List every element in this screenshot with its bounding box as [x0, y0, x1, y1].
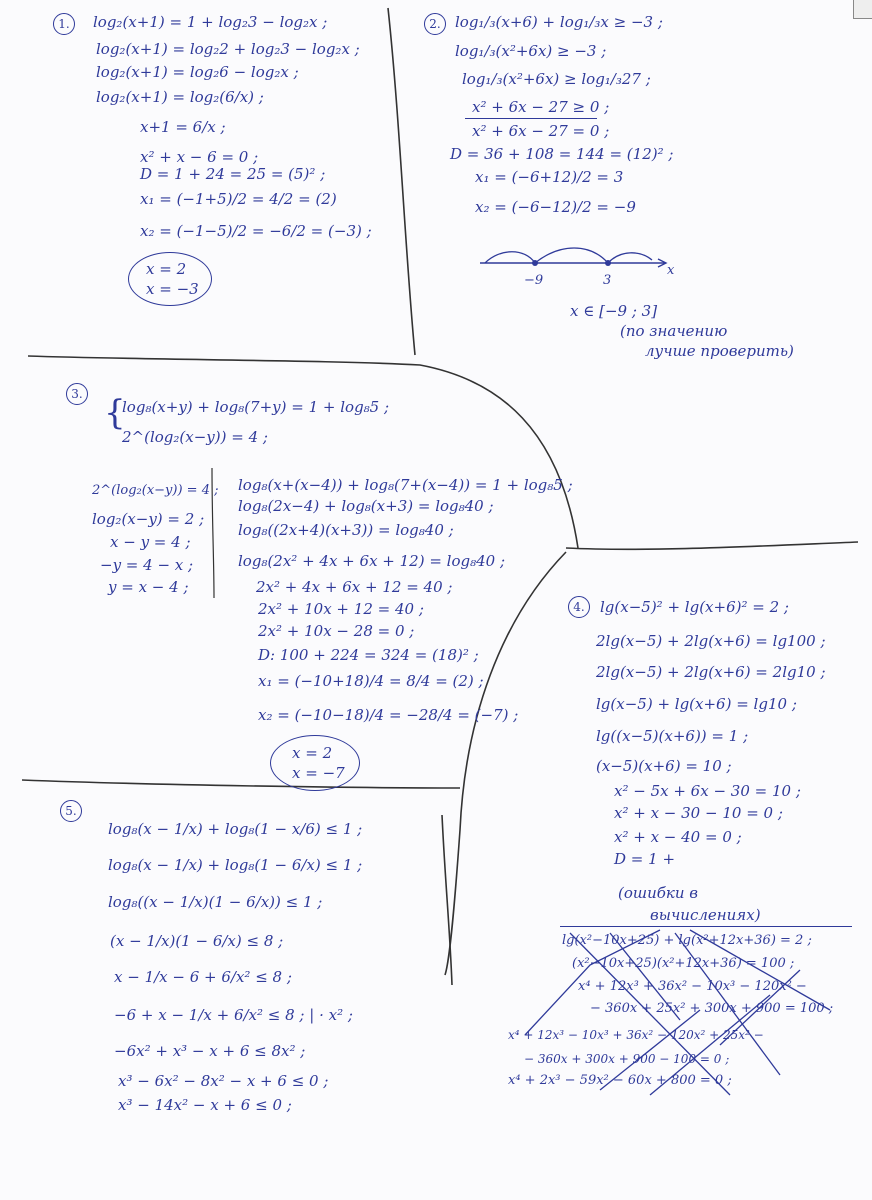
- p1-line-5: x+1 = 6/x ;: [140, 118, 226, 136]
- p2-line-3: log₁/₃(x²+6x) ≥ log₁/₃27 ;: [462, 70, 651, 88]
- p4-crossed-5: x⁴ + 12x³ − 10x³ + 36x² − 120x² + 25x² −: [508, 1028, 764, 1042]
- p3-system-2: 2^(log₂(x−y)) = 4 ;: [122, 428, 268, 446]
- axis-var: x: [667, 263, 675, 278]
- p3-right-2: log₈(2x−4) + log₈(x+3) = log₈40 ;: [238, 497, 494, 515]
- problem-5-number: 5.: [60, 800, 82, 822]
- p3-left-2: log₂(x−y) = 2 ;: [92, 510, 205, 528]
- p4-line-3: 2lg(x−5) + 2lg(x+6) = 2lg10 ;: [596, 663, 826, 681]
- p2-line-6: D = 36 + 108 = 144 = (12)² ;: [450, 145, 674, 163]
- p5-line-9: x³ − 14x² − x + 6 ≤ 0 ;: [118, 1096, 292, 1114]
- p2-divider: [465, 118, 597, 119]
- p3-right-9: x₁ = (−10+18)/4 = 8/4 = (2) ;: [258, 672, 484, 690]
- p3-left-3: x − y = 4 ;: [110, 533, 191, 551]
- p5-line-2: log₈(x − 1/x) + log₈(1 − 6/x) ≤ 1 ;: [108, 856, 363, 874]
- p3-left-5: y = x − 4 ;: [108, 578, 189, 596]
- p3-right-7: 2x² + 10x − 28 = 0 ;: [258, 622, 415, 640]
- p1-answer-1: x = 2: [146, 260, 187, 278]
- p1-line-6: x² + x − 6 = 0 ;: [140, 148, 259, 166]
- p2-line-2: log₁/₃(x²+6x) ≥ −3 ;: [455, 42, 607, 60]
- p4-crossed-2: (x²−10x+25)(x²+12x+36) = 100 ;: [572, 956, 795, 971]
- p4-line-1: lg(x−5)² + lg(x+6)² = 2 ;: [600, 598, 789, 616]
- p2-line-5: x² + 6x − 27 = 0 ;: [472, 122, 610, 140]
- axis-label-left: −9: [524, 273, 544, 288]
- p3-right-4: log₈(2x² + 4x + 6x + 12) = log₈40 ;: [238, 552, 506, 570]
- p5-line-3: log₈((x − 1/x)(1 − 6/x)) ≤ 1 ;: [108, 893, 323, 911]
- p1-line-3: log₂(x+1) = log₂6 − log₂x ;: [96, 63, 299, 81]
- p4-crossed-4: − 360x + 25x² + 300x + 900 = 100 ;: [590, 1001, 834, 1016]
- p1-line-9: x₂ = (−1−5)/2 = −6/2 = (−3) ;: [140, 222, 372, 240]
- p2-note-2: лучше проверить): [645, 342, 794, 360]
- p4-line-6: (x−5)(x+6) = 10 ;: [596, 757, 732, 775]
- p2-result: x ∈ [−9 ; 3]: [570, 302, 658, 320]
- p4-line-2: 2lg(x−5) + 2lg(x+6) = lg100 ;: [596, 632, 826, 650]
- system-brace: {: [104, 393, 126, 433]
- p4-line-7: x² − 5x + 6x − 30 = 10 ;: [614, 782, 801, 800]
- p1-line-7: D = 1 + 24 = 25 = (5)² ;: [140, 165, 326, 183]
- problem-1-number: 1.: [53, 13, 75, 35]
- problem-2-number: 2.: [424, 13, 446, 35]
- p4-line-5: lg((x−5)(x+6)) = 1 ;: [596, 727, 749, 745]
- p1-line-2: log₂(x+1) = log₂2 + log₂3 − log₂x ;: [96, 40, 360, 58]
- p4-line-4: lg(x−5) + lg(x+6) = lg10 ;: [596, 695, 797, 713]
- p3-right-1: log₈(x+(x−4)) + log₈(7+(x−4)) = 1 + log₈5 ;: [238, 476, 573, 494]
- p5-line-7: −6x² + x³ − x + 6 ≤ 8x² ;: [114, 1042, 306, 1060]
- p3-answer-2: x = −7: [292, 764, 345, 782]
- p4-crossed-6: − 360x + 300x + 900 − 100 = 0 ;: [524, 1052, 730, 1066]
- p3-right-3: log₈((2x+4)(x+3)) = log₈40 ;: [238, 521, 454, 539]
- p4-line-8: x² + x − 30 − 10 = 0 ;: [614, 804, 783, 822]
- p3-answer-1: x = 2: [292, 744, 333, 762]
- p1-answer-2: x = −3: [146, 280, 199, 298]
- p2-line-8: x₂ = (−6−12)/2 = −9: [475, 198, 636, 216]
- p5-line-8: x³ − 6x² − 8x² − x + 6 ≤ 0 ;: [118, 1072, 329, 1090]
- strike-through-marks: [500, 925, 860, 1100]
- p3-left-1: 2^(log₂(x−y)) = 4 ;: [92, 483, 219, 498]
- p4-crossed-3: x⁴ + 12x³ + 36x² − 10x³ − 120x² −: [578, 979, 807, 994]
- p4-crossed-7: x⁴ + 2x³ − 59x² − 60x + 800 = 0 ;: [508, 1073, 732, 1088]
- p2-line-1: log₁/₃(x+6) + log₁/₃x ≥ −3 ;: [455, 13, 663, 31]
- p5-line-1: log₈(x − 1/x) + log₈(1 − x/6) ≤ 1 ;: [108, 820, 363, 838]
- p2-line-4: x² + 6x − 27 ≥ 0 ;: [472, 98, 610, 116]
- p5-line-6: −6 + x − 1/x + 6/x² ≤ 8 ; | · x² ;: [114, 1006, 353, 1024]
- p4-note-1: (ошибки в: [618, 884, 699, 902]
- p4-line-10: D = 1 +: [614, 850, 676, 868]
- p4-line-9: x² + x − 40 = 0 ;: [614, 828, 742, 846]
- p3-right-6: 2x² + 10x + 12 = 40 ;: [258, 600, 424, 618]
- problem-3-number: 3.: [66, 383, 88, 405]
- axis-label-right: 3: [603, 273, 612, 288]
- number-line: [470, 238, 680, 288]
- p3-system-1: log₈(x+y) + log₈(7+y) = 1 + log₈5 ;: [122, 398, 390, 416]
- p2-line-7: x₁ = (−6+12)/2 = 3: [475, 168, 624, 186]
- p5-line-4: (x − 1/x)(1 − 6/x) ≤ 8 ;: [110, 932, 284, 950]
- p3-right-10: x₂ = (−10−18)/4 = −28/4 = (−7) ;: [258, 706, 519, 724]
- p2-note-1: (по значению: [620, 322, 728, 340]
- p4-crossed-1: lg(x²−10x+25) + lg(x²+12x+36) = 2 ;: [562, 933, 812, 948]
- p4-note-2: вычислениях): [650, 906, 761, 924]
- problem-4-number: 4.: [568, 596, 590, 618]
- p3-left-4: −y = 4 − x ;: [100, 556, 194, 574]
- p1-line-1: log₂(x+1) = 1 + log₂3 − log₂x ;: [93, 13, 328, 31]
- p5-line-5: x − 1/x − 6 + 6/x² ≤ 8 ;: [114, 968, 292, 986]
- p1-line-8: x₁ = (−1+5)/2 = 4/2 = (2): [140, 190, 337, 208]
- p3-right-5: 2x² + 4x + 6x + 12 = 40 ;: [256, 578, 453, 596]
- p1-line-4: log₂(x+1) = log₂(6/x) ;: [96, 88, 264, 106]
- p3-right-8: D: 100 + 224 = 324 = (18)² ;: [258, 646, 479, 664]
